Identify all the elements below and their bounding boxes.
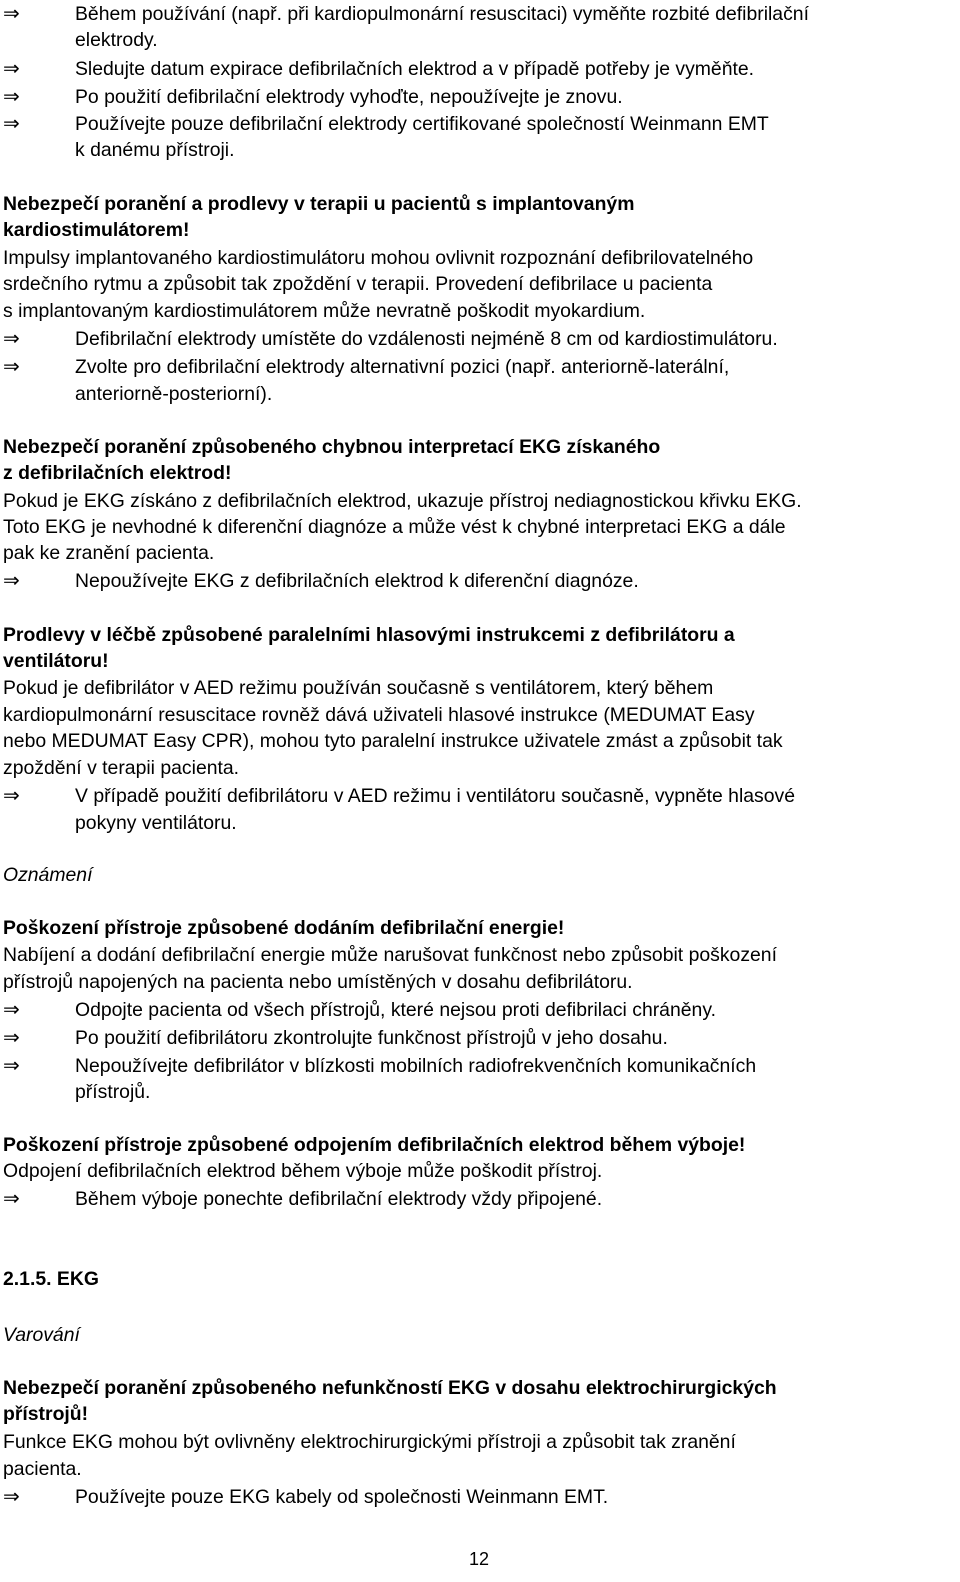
warning-heading: kardiostimulátorem! [3,219,190,241]
page-number: 12 [469,1549,490,1569]
bullet-arrow-icon: ⇒ [3,328,20,350]
paragraph-line: Toto EKG je nevhodné k diferenční diagnóze a může vést k chybné interpretaci EKG a dále [3,516,786,538]
bullet-text: Odpojte pacienta od všech přístrojů, které nejsou proti defibrilaci chráněny. [75,999,716,1021]
bullet-arrow-icon: ⇒ [3,1055,20,1077]
paragraph-line: s implantovaným kardiostimulátorem může nevratně poškodit myokardium. [3,300,646,322]
warning-heading: přístrojů! [3,1403,89,1425]
bullet-arrow-icon: ⇒ [3,3,20,25]
paragraph-line: přístrojů napojených na pacienta nebo umístěných v dosahu defibrilátoru. [3,971,633,993]
paragraph-line: zpoždění v terapii pacienta. [3,757,240,779]
bullet-text: Používejte pouze defibrilační elektrody certifikované společností Weinmann EMT [75,113,769,135]
bullet-arrow-icon: ⇒ [3,356,20,378]
paragraph-line: kardiopulmonární resuscitace rovněž dává uživateli hlasové instrukce (MEDUMAT Easy [3,704,755,726]
paragraph-line: Impulsy implantovaného kardiostimulátoru mohou ovlivnit rozpoznání defibrilovatelného [3,247,754,269]
paragraph-line: Odpojení defibrilačních elektrod během výboje může poškodit přístroj. [3,1160,603,1182]
bullet-arrow-icon: ⇒ [3,570,20,592]
paragraph-line: nebo MEDUMAT Easy CPR), mohou tyto paralelní instrukce uživatele zmást a způsobit tak [3,730,783,752]
warning-heading: Nebezpečí poranění způsobeného nefunkčností EKG v dosahu elektrochirurgických [3,1377,777,1399]
bullet-text: Po použití defibrilátoru zkontrolujte funkčnost přístrojů v jeho dosahu. [75,1027,668,1049]
warning-heading: Nebezpečí poranění způsobeného chybnou interpretací EKG získaného [3,436,661,458]
warning-heading: Poškození přístroje způsobené dodáním defibrilační energie! [3,917,565,939]
bullet-text: Během výboje ponechte defibrilační elektrody vždy připojené. [75,1188,603,1210]
bullet-text: Defibrilační elektrody umístěte do vzdálenosti nejméně 8 cm od kardiostimulátoru. [75,328,778,350]
bullet-text: elektrody. [75,29,158,51]
warning-heading: z defibrilačních elektrod! [3,462,232,484]
paragraph-line: srdečního rytmu a způsobit tak zpoždění v terapii. Provedení defibrilace u pacienta [3,273,713,295]
paragraph-line: Pokud je defibrilátor v AED režimu používán současně s ventilátorem, který během [3,677,714,699]
paragraph-line: Nabíjení a dodání defibrilační energie může narušovat funkčnost nebo způsobit poškození [3,944,777,966]
bullet-arrow-icon: ⇒ [3,58,20,80]
bullet-arrow-icon: ⇒ [3,1188,20,1210]
paragraph-line: Pokud je EKG získáno z defibrilačních elektrod, ukazuje přístroj nediagnostickou křivku EKG. [3,490,802,512]
warning-heading: Prodlevy v léčbě způsobené paralelními hlasovými instrukcemi z defibrilátoru a [3,624,735,646]
bullet-text: Po použití defibrilační elektrody vyhoďte, nepoužívejte je znovu. [75,86,623,108]
paragraph-line: pak ke zranění pacienta. [3,542,215,564]
warning-heading: Poškození přístroje způsobené odpojením defibrilačních elektrod během výboje! [3,1134,746,1156]
bullet-text: Během používání (např. při kardiopulmonární resuscitaci) vyměňte rozbité defibrilační [75,3,809,25]
bullet-text: k danému přístroji. [75,139,235,161]
bullet-arrow-icon: ⇒ [3,785,20,807]
section-title: 2.1.5. EKG [3,1268,99,1290]
notice-label: Oznámení [3,864,93,886]
bullet-text: Sledujte datum expirace defibrilačních elektrod a v případě potřeby je vyměňte. [75,58,755,80]
bullet-text: Zvolte pro defibrilační elektrody alternativní pozici (např. anteriorně-laterální, [75,356,730,378]
bullet-arrow-icon: ⇒ [3,1027,20,1049]
bullet-text: Nepoužívejte defibrilátor v blízkosti mobilních radiofrekvenčních komunikačních [75,1055,757,1077]
bullet-arrow-icon: ⇒ [3,999,20,1021]
bullet-arrow-icon: ⇒ [3,113,20,135]
warning-heading: ventilátoru! [3,650,109,672]
warning-heading: Nebezpečí poranění a prodlevy v terapii u pacientů s implantovaným [3,193,635,215]
bullet-arrow-icon: ⇒ [3,1486,20,1508]
bullet-text: V případě použití defibrilátoru v AED režimu i ventilátoru současně, vypněte hlasové [75,785,795,807]
bullet-text: Nepoužívejte EKG z defibrilačních elektrod k diferenční diagnóze. [75,570,639,592]
paragraph-line: pacienta. [3,1458,82,1480]
paragraph-line: Funkce EKG mohou být ovlivněny elektrochirurgickými přístroji a způsobit tak zranění [3,1431,736,1453]
bullet-text: anteriorně-posteriorní). [75,383,273,405]
bullet-arrow-icon: ⇒ [3,86,20,108]
bullet-text: přístrojů. [75,1081,151,1103]
warning-label: Varování [3,1324,80,1346]
bullet-text: pokyny ventilátoru. [75,812,237,834]
bullet-text: Používejte pouze EKG kabely od společnosti Weinmann EMT. [75,1486,609,1508]
